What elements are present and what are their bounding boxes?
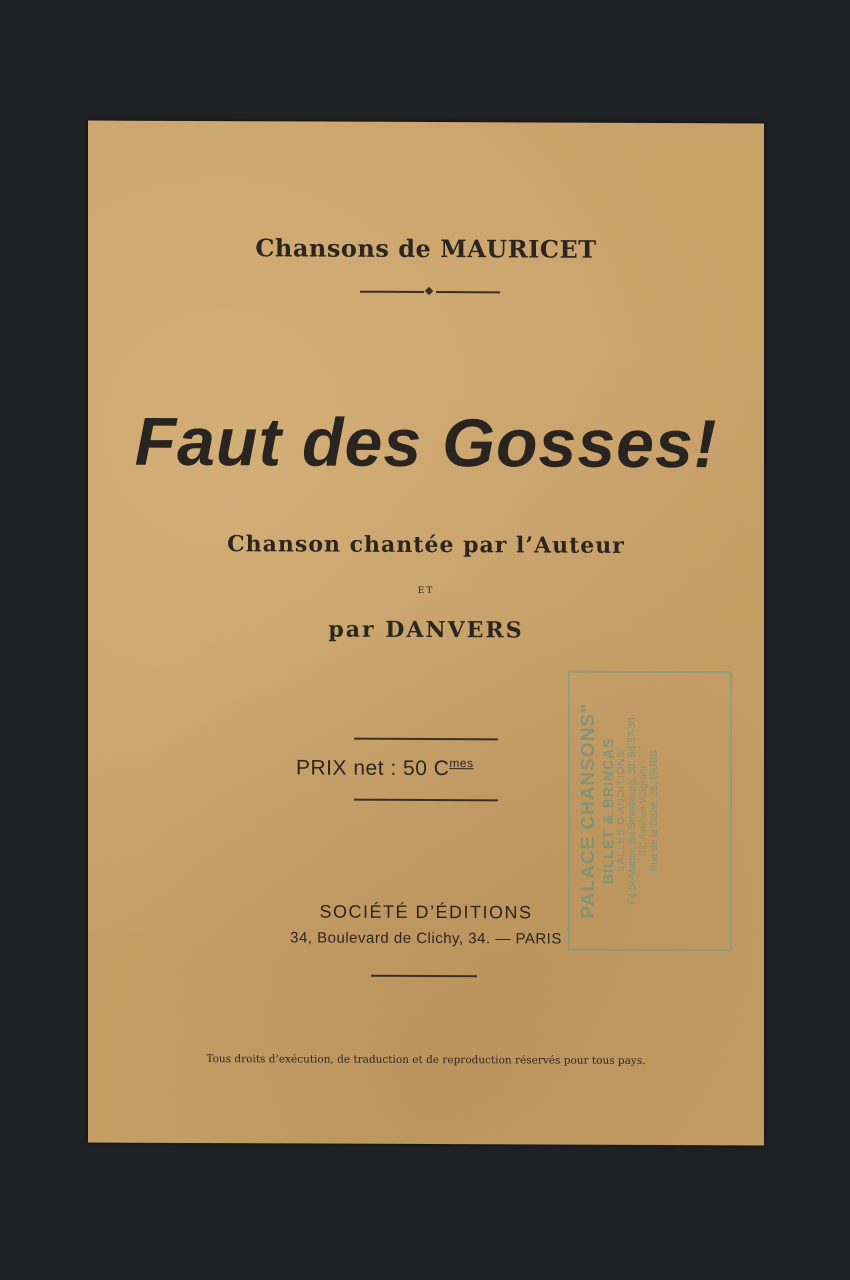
series-header: Chansons de MAURICET <box>255 233 597 264</box>
stamp-line-2: BILLET & BRINCAS <box>600 737 616 885</box>
subtitle: Chanson chantée par l’Auteur <box>227 531 625 559</box>
stamp-line-6: Rue de la Gaîté, 25, PARIS <box>649 750 660 872</box>
song-title: Faut des Gosses! <box>134 403 718 483</box>
sheet-music-cover <box>88 121 764 1146</box>
price-rule-top <box>354 738 498 741</box>
stamp-line-1: PALACE CHANSONS" <box>578 702 599 919</box>
publisher-address: 34, Boulevard de Clichy, 34. — PARIS <box>290 929 562 948</box>
price-unit: mes <box>449 756 474 771</box>
address-rule <box>371 975 477 977</box>
price-label: PRIX net : 50 C <box>296 756 450 781</box>
price-rule-bottom <box>354 799 498 802</box>
conjunction: ET <box>417 585 435 597</box>
stamp-line-4: Fg St-Martin, Bd Strasbourg, 30, Bd 57-30 <box>627 717 638 905</box>
stamp-line-5: 32, Avenue Wagram <box>638 765 649 857</box>
rights-notice: Tous droits d’exécution, de traduction et de reproduction réservés pour tous pays. <box>206 1053 646 1067</box>
price <box>296 755 474 781</box>
performer: par DANVERS <box>328 616 524 644</box>
publisher-name: SOCIÉTÉ D’ÉDITIONS <box>319 901 533 923</box>
ornament-divider <box>360 288 500 297</box>
stamp-line-3: SALLES D'AUDITIONS <box>616 749 627 872</box>
